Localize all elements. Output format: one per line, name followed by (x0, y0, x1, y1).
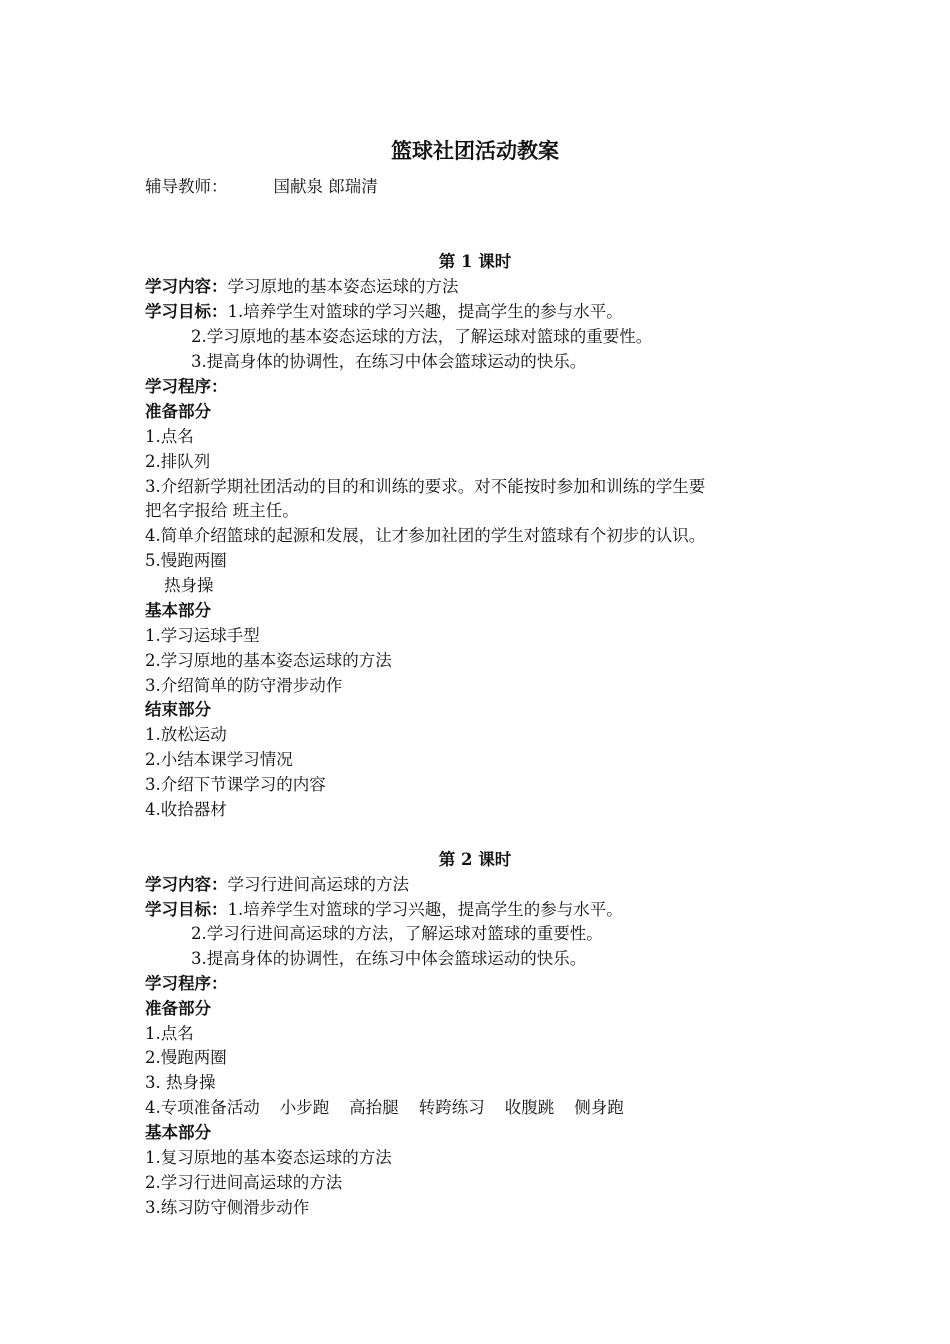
lesson2-prep-item-4 (145, 1096, 624, 1121)
list-item: 1.点名 (145, 427, 194, 446)
list-item: 3.介绍新学期社团活动的目的和训练的要求。对不能按时参加和训练的学生要 (145, 477, 706, 496)
list-item: 2.慢跑两圈 (145, 1048, 227, 1067)
lesson2-content-label: 学习内容： (145, 875, 228, 894)
list-item: 1.点名 (145, 1024, 194, 1043)
prep4-item: 转跨练习 (418, 1098, 485, 1117)
list-item: 5.慢跑两圈 (145, 551, 227, 570)
lesson1-goal-1: 1.培养学生对篮球的学习兴趣，提高学生的参与水平。 (227, 302, 623, 321)
lesson1-end-label: 结束部分 (145, 700, 211, 719)
document-title: 篮球社团活动教案 (391, 138, 559, 163)
list-item: 3.介绍简单的防守滑步动作 (145, 676, 343, 695)
list-item: 4.收拾器材 (145, 800, 227, 819)
lesson1-content-label: 学习内容： (145, 277, 228, 296)
list-item: 3.练习防守侧滑步动作 (145, 1198, 310, 1217)
lesson2-content-text: 学习行进间高运球的方法 (227, 875, 409, 894)
lesson2-goal-1: 1.培养学生对篮球的学习兴趣，提高学生的参与水平。 (227, 900, 623, 919)
lesson2-procedure-label: 学习程序： (145, 974, 228, 993)
lesson1-basic-label: 基本部分 (145, 601, 211, 620)
lesson2-goal-2: 2.学习行进间高运球的方法，了解运球对篮球的重要性。 (191, 924, 603, 943)
list-item: 热身操 (164, 576, 214, 595)
teacher-label: 辅导教师： (145, 177, 228, 196)
lesson1-content-line (145, 275, 459, 300)
prep4-item: 收腹跳 (504, 1098, 555, 1117)
teacher-line (145, 172, 378, 202)
teacher-names: 国献泉 郎瑞清 (273, 177, 378, 196)
lesson2-content-line (145, 873, 409, 898)
list-item: 3. 热身操 (145, 1073, 216, 1092)
list-item: 1.学习运球手型 (145, 626, 260, 645)
list-item: 3.介绍下节课学习的内容 (145, 775, 326, 794)
list-item: 2.小结本课学习情况 (145, 750, 293, 769)
lesson2-prep-label: 准备部分 (145, 999, 211, 1018)
lesson1-content-text: 学习原地的基本姿态运球的方法 (227, 277, 459, 296)
lesson2-goals-line (145, 898, 623, 923)
prep4-label: 4.专项准备活动 (145, 1098, 260, 1117)
lesson1-goals-line (145, 300, 623, 325)
list-item: 1.放松运动 (145, 725, 227, 744)
list-item: 2.学习原地的基本姿态运球的方法 (145, 651, 392, 670)
lesson2-goal-3: 3.提高身体的协调性，在练习中体会篮球运动的快乐。 (191, 949, 587, 968)
lesson1-prep-label: 准备部分 (145, 402, 211, 421)
prep4-item: 侧身跑 (574, 1098, 624, 1117)
lesson2-heading: 第 2 课时 (438, 850, 512, 869)
lesson1-heading: 第 1 课时 (438, 252, 512, 271)
lesson2-goals-label: 学习目标： (145, 900, 228, 919)
lesson1-goal-3: 3.提高身体的协调性，在练习中体会篮球运动的快乐。 (191, 352, 587, 371)
list-item: 2.学习行进间高运球的方法 (145, 1173, 343, 1192)
list-item: 1.复习原地的基本姿态运球的方法 (145, 1148, 392, 1167)
list-item: 把名字报给 班主任。 (145, 501, 299, 520)
lesson2-basic-label: 基本部分 (145, 1123, 211, 1142)
list-item: 4.简单介绍篮球的起源和发展，让才参加社团的学生对篮球有个初步的认识。 (145, 526, 706, 545)
lesson1-procedure-label: 学习程序： (145, 377, 228, 396)
list-item: 2.排队列 (145, 452, 211, 471)
lesson1-goal-2: 2.学习原地的基本姿态运球的方法，了解运球对篮球的重要性。 (191, 327, 653, 346)
lesson1-goals-label: 学习目标： (145, 302, 228, 321)
prep4-item: 小步跑 (279, 1098, 330, 1117)
prep4-item: 高抬腿 (349, 1098, 399, 1117)
